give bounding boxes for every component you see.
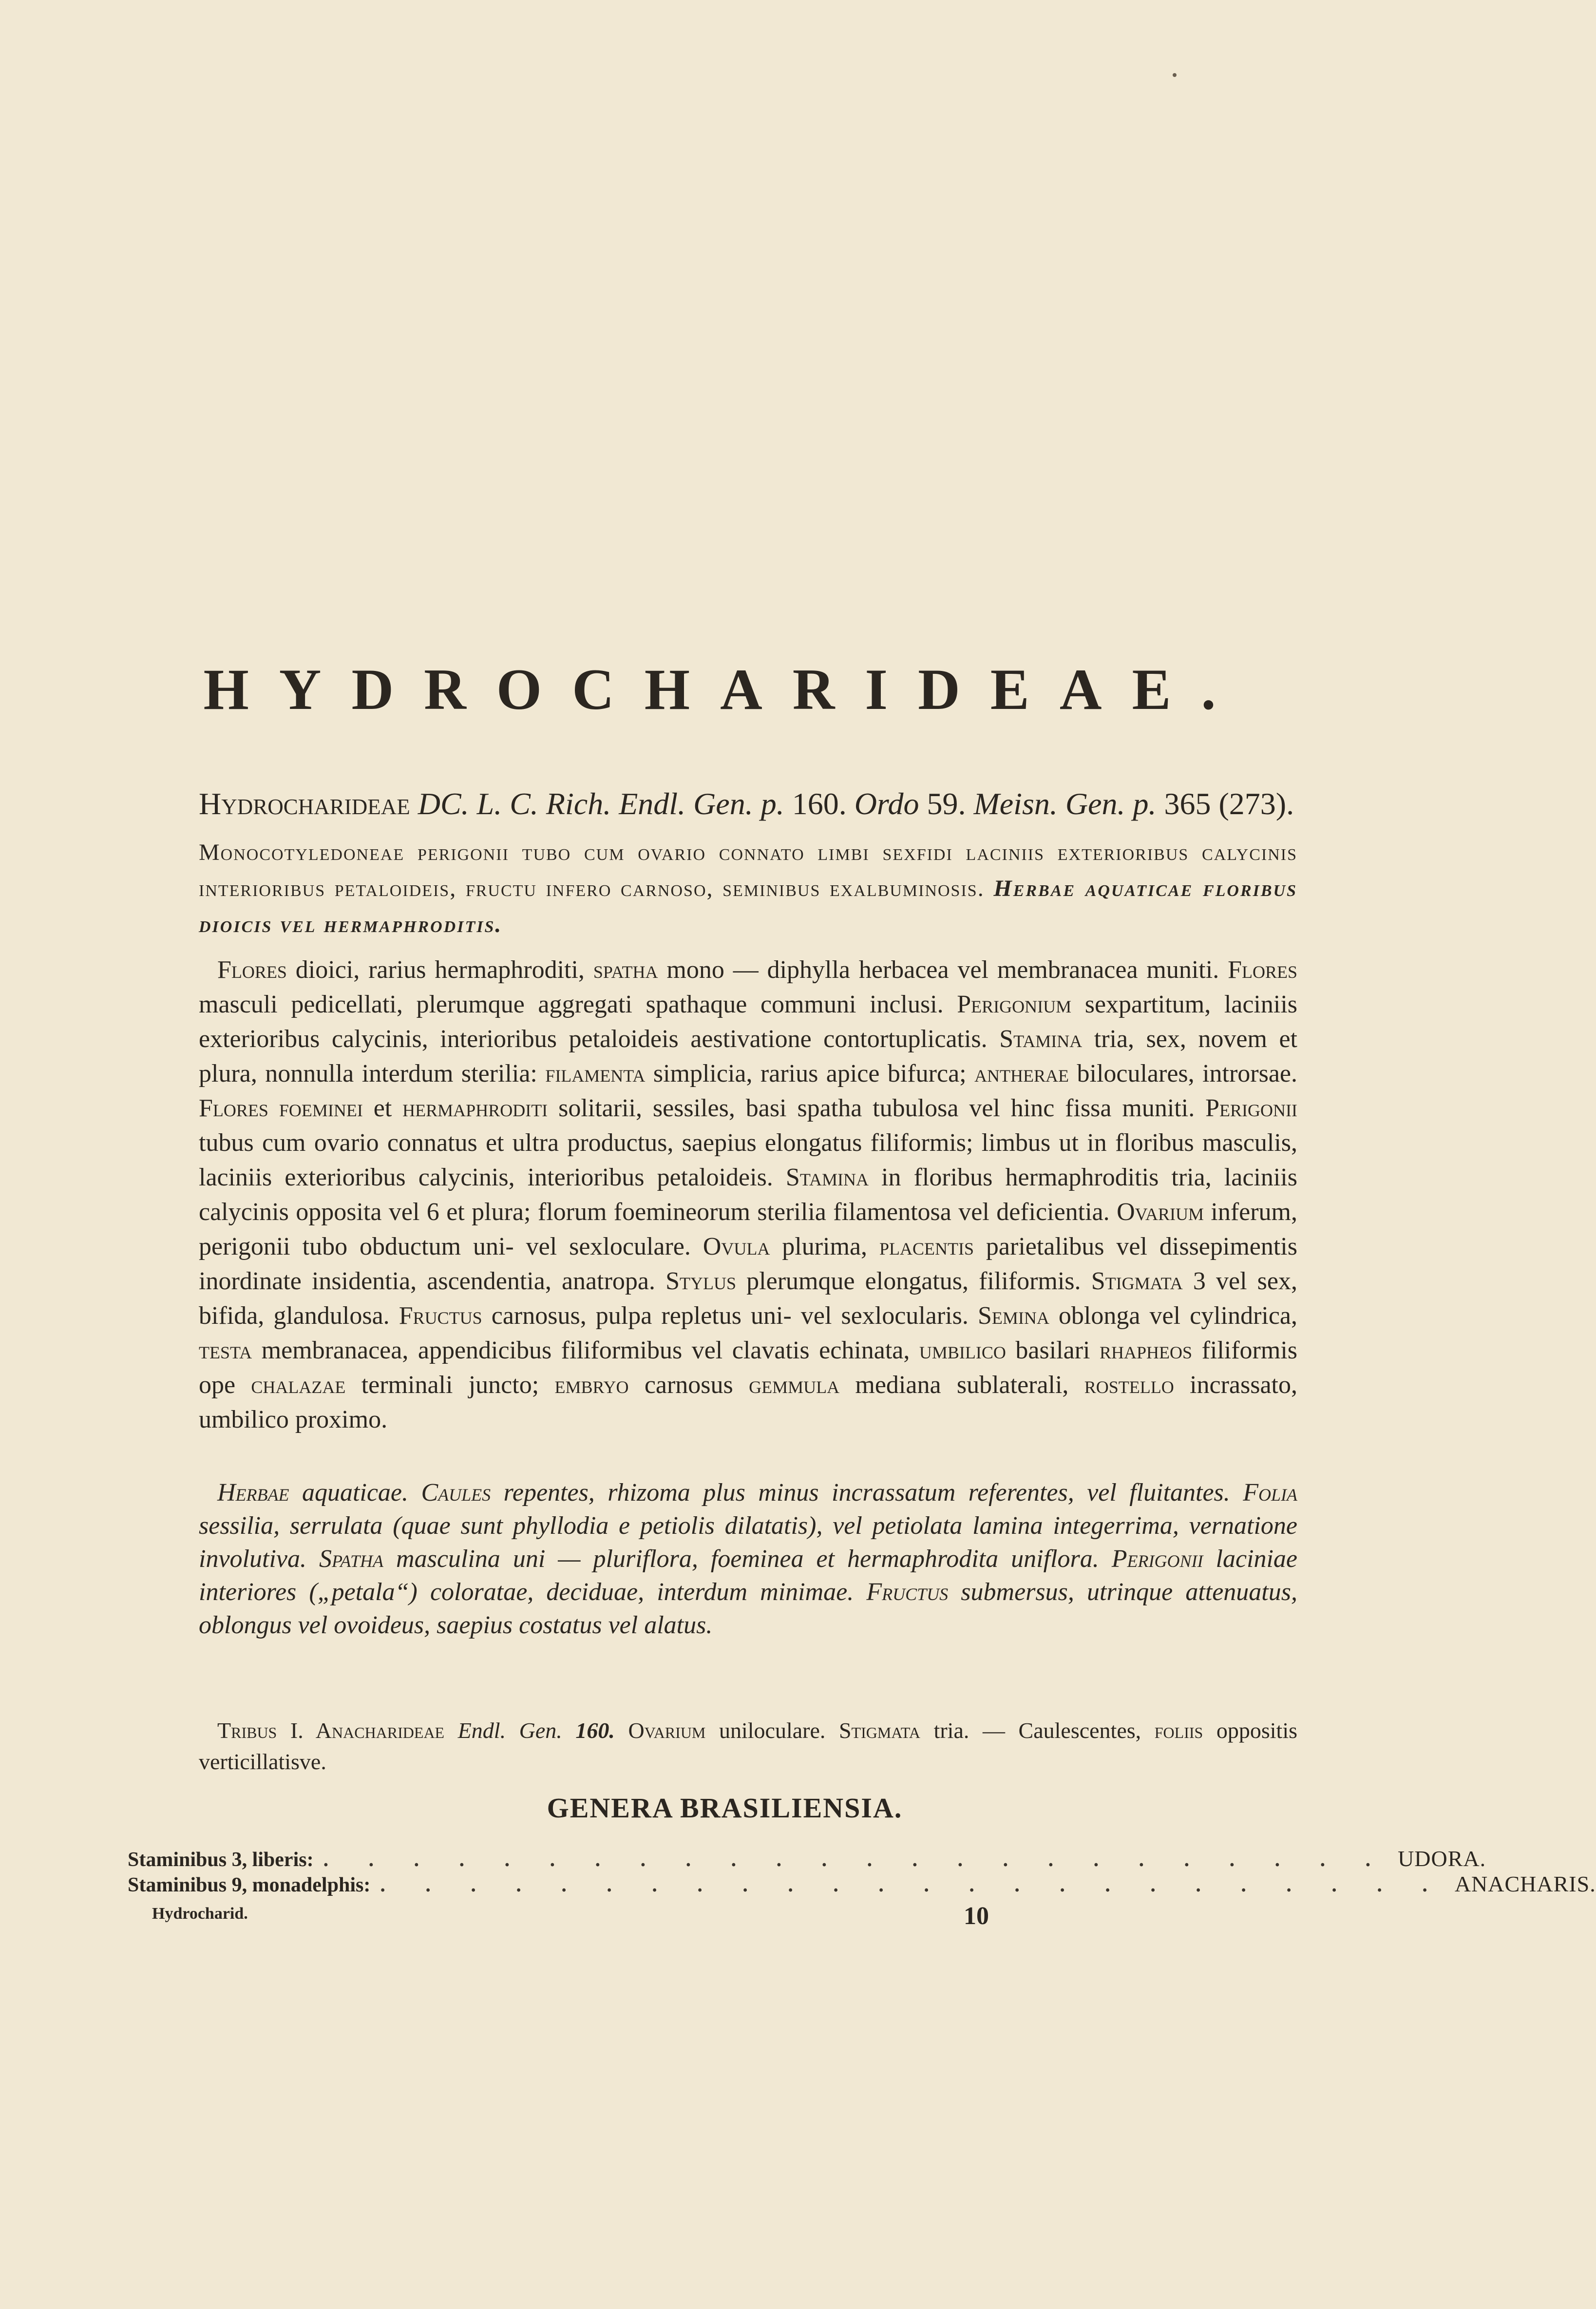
description-run: oblonga vel cylindrica, — [1049, 1302, 1298, 1330]
reference-name: Hydrocharideae — [199, 786, 410, 821]
page-title: HYDROCHARIDEAE. — [203, 657, 1246, 722]
habit-run: Herbae — [217, 1479, 289, 1507]
reference-authors: DC. L. C. Rich. Endl. Gen. p. — [418, 786, 784, 821]
tribus-run: Ovarium — [628, 1718, 706, 1743]
tribus-run: Endl. Gen. — [457, 1718, 562, 1743]
tribus-run: oppositis verticillatisve. — [199, 1718, 1298, 1774]
reference-ordo-number: 59. — [927, 786, 966, 821]
description-run: membranacea, appendicibus filiformibus vel clavatis echinata, — [252, 1336, 919, 1364]
description-run: Perigonium — [957, 991, 1072, 1018]
description-run: testa — [199, 1336, 252, 1364]
description-run: plurima, — [770, 1233, 879, 1260]
description-run: 3 vel sex, bifida, glandulosa. — [199, 1267, 1297, 1330]
key-label: Staminibus 9, monadelphis: — [128, 1874, 371, 1896]
tribus-run: foliis — [1154, 1718, 1203, 1743]
reference-paren-page: (273). — [1218, 786, 1294, 821]
reference-meisner: Meisn. Gen. p. — [973, 786, 1157, 821]
description-run: terminali juncto; — [345, 1371, 555, 1399]
description-run: Stamina — [785, 1164, 869, 1191]
genera-heading: GENERA BRASILIENSIA. — [547, 1792, 903, 1824]
description-run: carnosus — [628, 1371, 749, 1399]
description-run: Flores — [1228, 956, 1298, 984]
habit-run: masculina uni — pluriflora, foeminea et hermaphrodita uniflora. — [383, 1545, 1112, 1573]
description-run: Stigmata — [1091, 1267, 1183, 1295]
description-run: dioici, rarius hermaphroditi, — [286, 956, 593, 984]
reference-line — [199, 784, 1297, 823]
description-run: tria, sex, novem et plura, nonnulla interdum sterilia: — [199, 1025, 1297, 1088]
habit-run: Folia — [1243, 1479, 1297, 1507]
description-run: tubus cum ovario connatus et ultra productus, saepius elongatus filiformis; limbus ut in floribus masculis, laciniis exterioribus calycinis, interioribus petaloideis. — [199, 1129, 1297, 1191]
key-dots: . . . . . . . . . . . . . . . . . . . . . . . . — [323, 1849, 1388, 1871]
key-dots: . . . . . . . . . . . . . . . . . . . . . . . . — [380, 1874, 1445, 1896]
habit-run: Fructus — [866, 1578, 949, 1606]
description-run: masculi pedicellati, plerumque aggregati spathaque communi inclusi. — [199, 991, 957, 1018]
description-run: Semina — [977, 1302, 1049, 1330]
description-run: Ovula — [703, 1233, 770, 1260]
character-text: Monocotyledoneae perigonii tubo cum ovario connato limbi sexfidi laciniis exterioribus calycinis interioribus petaloideis, fructu infero carnoso, seminibus exalbuminosis. — [199, 840, 1297, 901]
description-run: et — [362, 1094, 403, 1122]
key-label: Staminibus 3, liberis: — [128, 1849, 314, 1871]
key-genus: UDORA. — [1398, 1846, 1486, 1871]
description-run: carnosus, pulpa repletus uni- vel sexlocularis. — [482, 1302, 978, 1330]
description-run: Stylus — [665, 1267, 737, 1295]
key-genus: ANACHARIS. — [1454, 1871, 1596, 1896]
habit-run: submersus, utrinque attenuatus, oblongus vel ovoideus, saepius costatus vel alatus. — [199, 1578, 1297, 1639]
genera-key — [128, 1846, 1596, 1897]
description-run: filamenta — [545, 1060, 646, 1088]
description-run: solitarii, sessiles, basi spatha tubulosa vel hinc fissa muniti. — [548, 1094, 1206, 1122]
description-run: Fructus — [399, 1302, 482, 1330]
description-run: plerumque elongatus, filiformis. — [736, 1267, 1091, 1295]
family-character — [199, 835, 1297, 943]
description-run: in floribus hermaphroditis tria, laciniis calycinis opposita vel 6 et plura; florum foemineorum sterilia filamentosa vel deficientia. — [199, 1164, 1297, 1226]
habit-run: Spatha — [319, 1545, 383, 1573]
description-run: filiformis ope — [199, 1336, 1297, 1399]
signature-mark: Hydrocharid. — [152, 1905, 248, 1923]
habit-run: sessilia, serrulata (quae sunt phyllodia e petiolis dilatatis), vel petiolata lamina integerrima, vernatione involutiva. — [199, 1512, 1297, 1573]
tribus-run: tria. — Caulescentes, — [920, 1718, 1155, 1743]
description-run: rostello — [1084, 1371, 1174, 1399]
description-run: antherae — [974, 1060, 1069, 1088]
tribus-run — [444, 1718, 458, 1743]
reference-ordo: Ordo — [854, 786, 919, 821]
description-run: biloculares, introrsae. — [1069, 1060, 1298, 1088]
habit-run: aquaticae. — [289, 1479, 421, 1507]
tribus-paragraph — [199, 1715, 1297, 1777]
description-run: Stamina — [999, 1025, 1083, 1053]
speck-mark — [1173, 73, 1177, 77]
description-run: sexpartitum, laciniis exterioribus calycinis, interioribus petaloideis aestivatione contortuplicatis. — [199, 991, 1298, 1053]
habit-run: Caules — [421, 1479, 491, 1507]
description-run: chalazae — [251, 1371, 346, 1399]
habit-run: laciniae interiores („petala“) coloratae, deciduae, interdum minimae. — [199, 1545, 1297, 1606]
description-run: hermaphroditi — [402, 1094, 548, 1122]
description-run: spatha — [593, 956, 658, 984]
description-run: placentis — [879, 1233, 974, 1260]
reference-page: 160. — [792, 786, 847, 821]
description-run: gemmula — [749, 1371, 840, 1399]
habit-run: repentes, rhizoma plus minus incrassatum referentes, vel fluitantes. — [491, 1479, 1243, 1507]
key-row — [128, 1871, 1596, 1897]
sheet-number: 10 — [964, 1902, 989, 1930]
habit-paragraph — [199, 1476, 1297, 1642]
tribus-run: uniloculare. — [705, 1718, 839, 1743]
tribus-run — [615, 1718, 628, 1743]
character-italic: Herbae aquaticae floribus dioicis vel hermaphroditis. — [199, 876, 1297, 937]
description-run: incrassato, umbilico proximo. — [199, 1371, 1297, 1433]
description-run: inferum, perigonii tubo obductum uni- vel sexloculare. — [199, 1198, 1298, 1260]
description-run: Flores — [217, 956, 287, 984]
tribus-run: 160. — [575, 1718, 615, 1743]
description-run: mono — diphylla herbacea vel membranacea muniti. — [658, 956, 1228, 984]
description-run: Ovarium — [1117, 1198, 1204, 1226]
description-run: parietalibus vel dissepimentis inordinate insidentia, ascendentia, anatropa. — [199, 1233, 1297, 1295]
tribus-run — [562, 1718, 576, 1743]
description-run: embryo — [554, 1371, 629, 1399]
habit-run: Perigonii — [1111, 1545, 1203, 1573]
description-run: Perigonii — [1205, 1094, 1297, 1122]
description-run: basilari — [1006, 1336, 1100, 1364]
description-run: mediana sublaterali, — [839, 1371, 1084, 1399]
description-run: umbilico — [919, 1336, 1006, 1364]
tribus-run: Tribus I. Anacharideae — [217, 1718, 445, 1743]
reference-meisner-page: 365 — [1164, 786, 1211, 821]
description-paragraph — [199, 953, 1297, 1437]
tribus-run: Stigmata — [838, 1718, 920, 1743]
key-row — [128, 1846, 1486, 1872]
description-run: Flores foeminei — [199, 1094, 363, 1122]
description-run: simplicia, rarius apice bifurca; — [645, 1060, 975, 1088]
description-run: rhapheos — [1100, 1336, 1193, 1364]
